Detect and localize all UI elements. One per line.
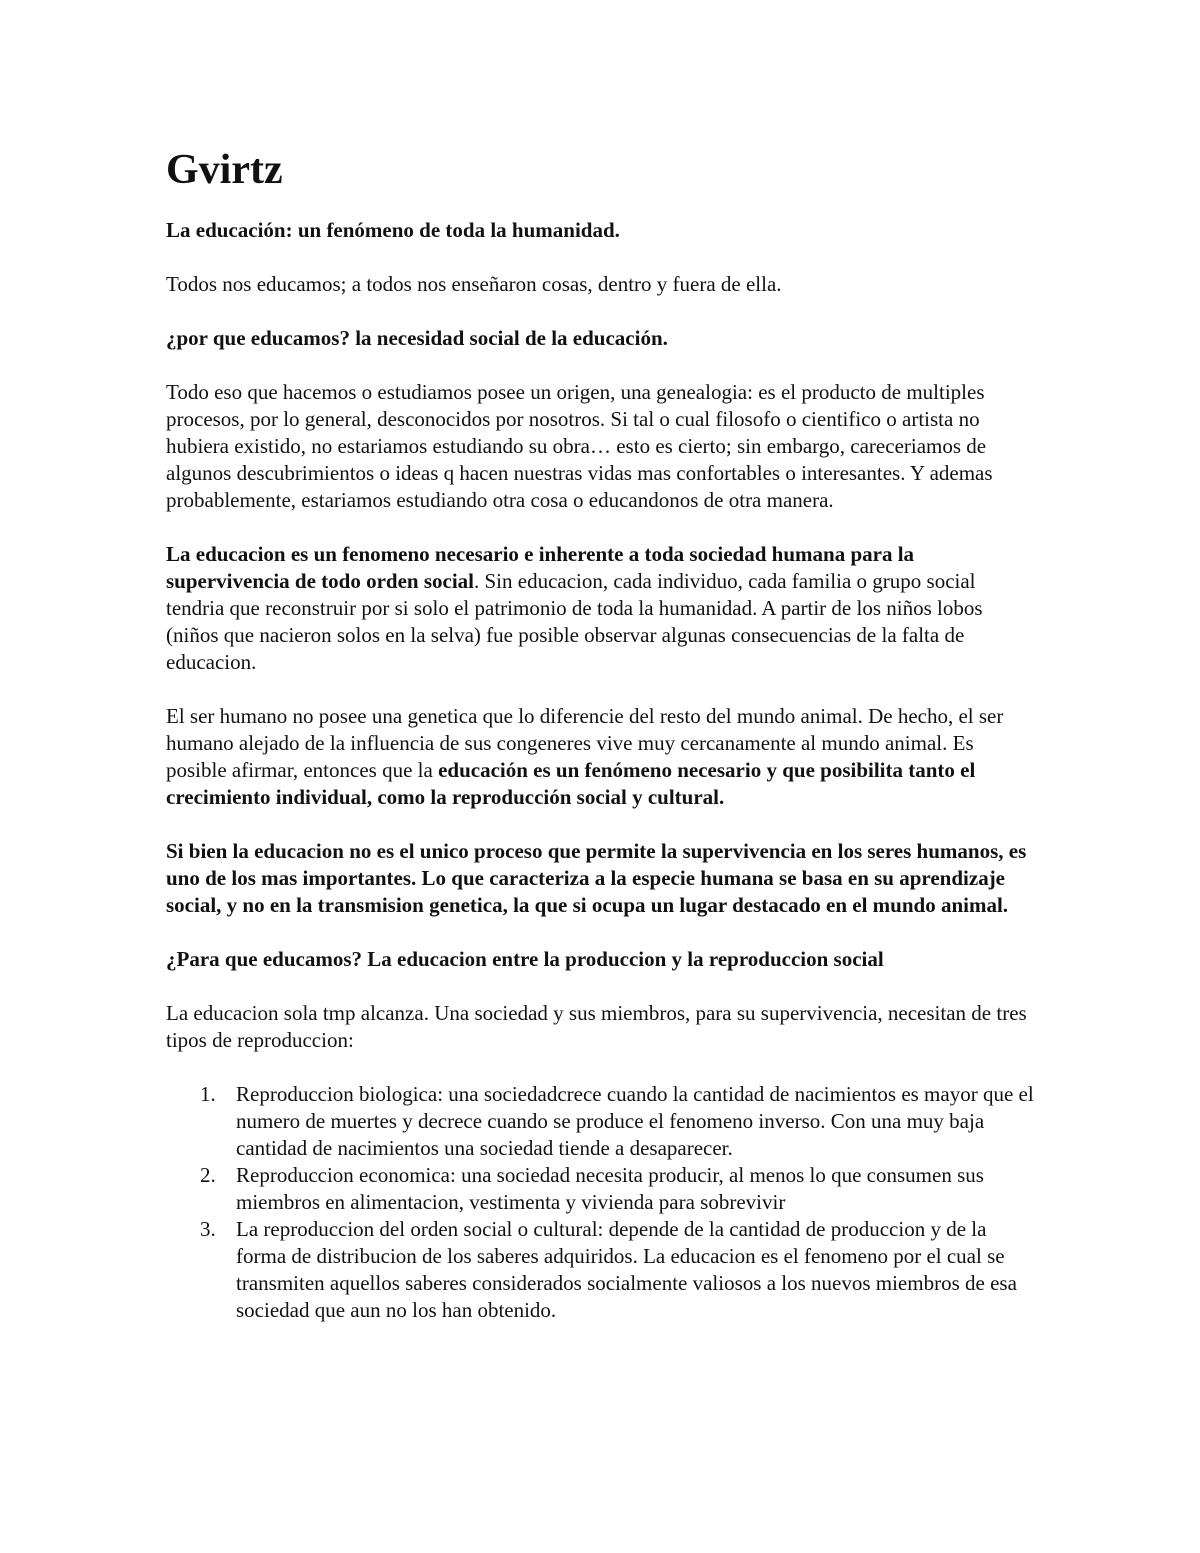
list-item-text: Reproduccion biologica: una sociedadcrece cuando la cantidad de nacimientos es mayor que el numero de muertes y decrece cuando se produce el fenomeno inverso. Con una muy baja cantidad de nacimientos una sociedad tiende a desaparecer. [236,1082,1034,1160]
list-item [166,1081,1036,1162]
section-heading-3: ¿Para que educamos? La educacion entre la produccion y la reproduccion social [166,947,884,971]
document-page [166,140,1036,1324]
section-heading-1: La educación: un fenómeno de toda la humanidad. [166,218,620,242]
list-item-text: La reproduccion del orden social o cultural: depende de la cantidad de produccion y de la forma de distribucion de los saberes adquiridos. La educacion es el fenomeno por el cual se transmiten aquellos saberes considerados socialmente valiosos a los nuevos miembros de esa sociedad que aun no los han obtenido. [236,1217,1017,1322]
paragraph-3-text: . Sin educacion, cada individuo, cada familia o grupo social tendria que reconstruir por si solo el patrimonio de toda la humanidad. A partir de los niños lobos (niños que nacieron solos en la selva) fue posible observar algunas consecuencias de la falta de educacion. [166,569,983,674]
list-item-number: 3. [200,1217,216,1241]
paragraph-1: Todos nos educamos; a todos nos enseñaron cosas, dentro y fuera de ella. [166,272,782,296]
list-item-text: Reproduccion economica: una sociedad necesita producir, al menos lo que consumen sus miembros en alimentacion, vestimenta y vivienda para sobrevivir [236,1163,984,1214]
paragraph-6: La educacion sola tmp alcanza. Una sociedad y sus miembros, para su supervivencia, necesitan de tres tipos de reproduccion: [166,1001,1027,1052]
document-title: Gvirtz [166,147,283,193]
paragraph-5-bold: Si bien la educacion no es el unico proceso que permite la supervivencia en los seres humanos, es uno de los mas importantes. Lo que caracteriza a la especie humana se basa en su aprendizaje social, y no en la transmision genetica, la que si ocupa un lugar destacado en el mundo animal. [166,839,1027,917]
list-item [166,1162,1036,1216]
paragraph-4-bold: educación es un fenómeno necesario y que posibilita tanto el crecimiento individual, como la reproducción social y cultural. [166,758,976,809]
list-item-number: 2. [200,1163,216,1187]
reproduction-list [166,1081,1036,1324]
list-item-number: 1. [200,1082,216,1106]
paragraph-4-text: El ser humano no posee una genetica que lo diferencie del resto del mundo animal. De hecho, el ser humano alejado de la influencia de sus congeneres vive muy cercanamente al mundo animal. Es posible afirmar, entonces que la [166,704,1004,782]
section-heading-2: ¿por que educamos? la necesidad social de la educación. [166,326,668,350]
paragraph-3-bold: La educacion es un fenomeno necesario e inherente a toda sociedad humana para la supervivencia de todo orden social [166,542,915,593]
paragraph-3 [166,541,1036,676]
paragraph-2: Todo eso que hacemos o estudiamos posee un origen, una genealogia: es el producto de multiples procesos, por lo general, desconocidos por nosotros. Si tal o cual filosofo o cientifico o artista no hubiera existido, no estariamos estudiando su obra… esto es cierto; sin embargo, careceriamos de algunos descubrimientos o ideas q hacen nuestras vidas mas confortables o interesantes. Y ademas probablemente, estariamos estudiando otra cosa o educandonos de otra manera. [166,380,993,512]
paragraph-4 [166,703,1036,811]
list-item [166,1216,1036,1324]
